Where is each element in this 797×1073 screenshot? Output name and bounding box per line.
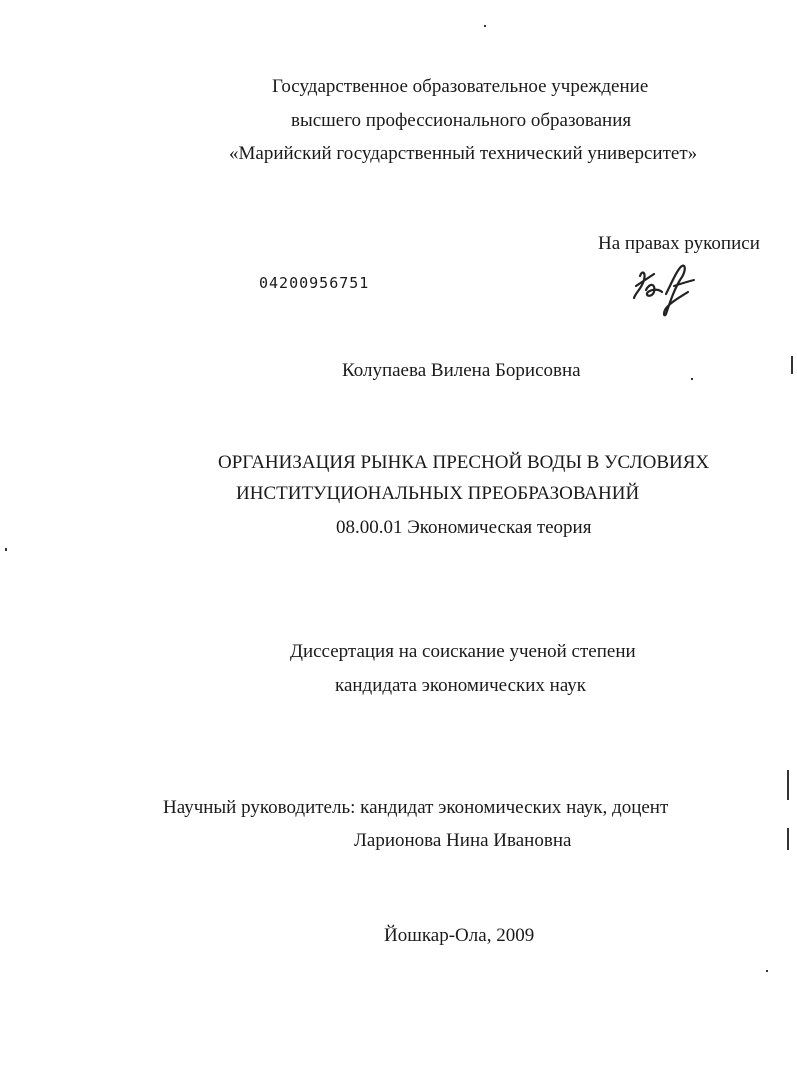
dissertation-title-line-2: ИНСТИТУЦИОНАЛЬНЫХ ПРЕОБРАЗОВАНИЙ bbox=[236, 483, 640, 504]
institution-line-2: высшего профессионального образования bbox=[291, 110, 632, 131]
supervisor-name: Ларионова Нина Ивановна bbox=[354, 830, 572, 851]
place-year: Йошкар-Ола, 2009 bbox=[384, 925, 535, 946]
institution-line-3: «Марийский государственный технический университет» bbox=[229, 143, 698, 164]
scan-speck bbox=[766, 970, 768, 972]
institution-line-1: Государственное образовательное учреждение bbox=[272, 76, 649, 97]
scan-speck bbox=[791, 356, 793, 374]
scan-speck bbox=[5, 548, 7, 551]
scan-speck bbox=[787, 770, 789, 800]
author-signature bbox=[632, 262, 706, 318]
specialty-code: 08.00.01 Экономическая теория bbox=[336, 517, 592, 538]
scan-speck bbox=[691, 378, 693, 380]
degree-line-2: кандидата экономических наук bbox=[335, 675, 587, 696]
author-name: Колупаева Вилена Борисовна bbox=[342, 360, 581, 381]
scan-speck bbox=[484, 25, 486, 27]
supervisor-line: Научный руководитель: кандидат экономических наук, доцент bbox=[163, 797, 669, 818]
catalog-number: 04200956751 bbox=[259, 274, 370, 292]
dissertation-title-line-1: ОРГАНИЗАЦИЯ РЫНКА ПРЕСНОЙ ВОДЫ В УСЛОВИЯХ bbox=[218, 452, 710, 473]
scan-speck bbox=[787, 828, 789, 850]
degree-line-1: Диссертация на соискание ученой степени bbox=[290, 641, 636, 662]
rights-note: На правах рукописи bbox=[598, 233, 760, 254]
